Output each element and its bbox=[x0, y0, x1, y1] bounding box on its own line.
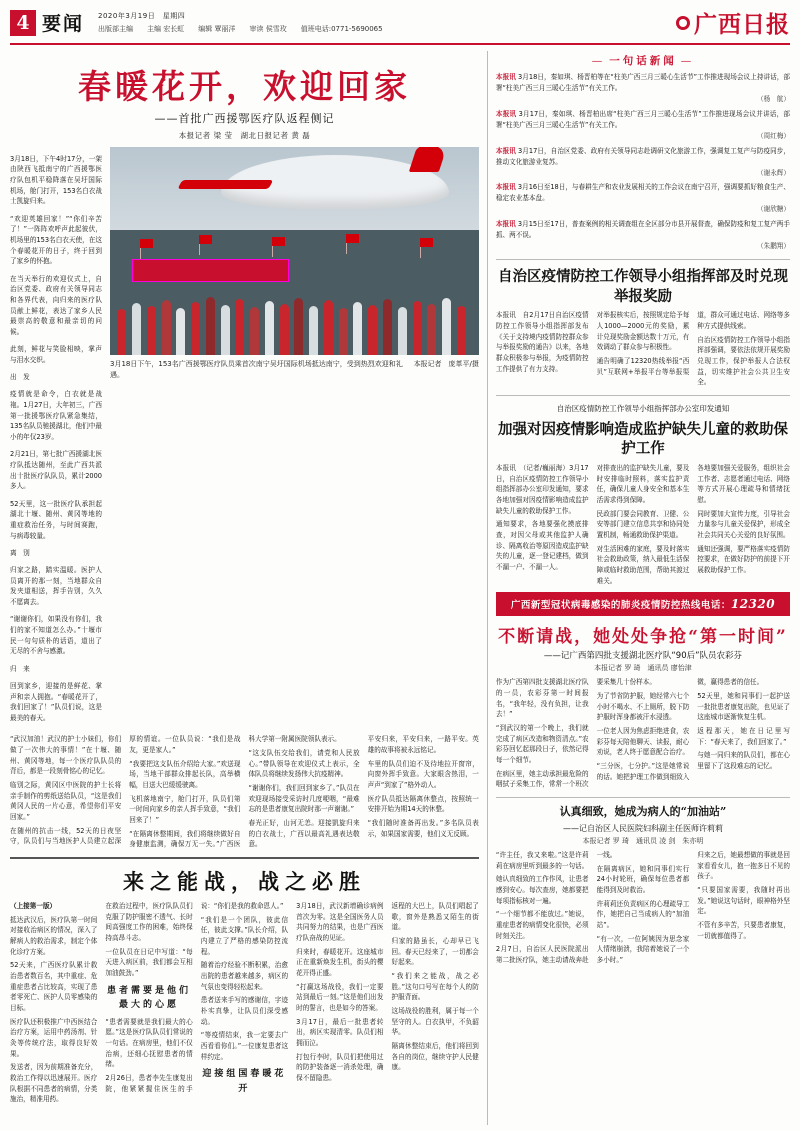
lead-col-paragraph: 飞机落地南宁，舱门打开，队员们第一时间向家乡的亲人挥手致意，“我们回来了！” bbox=[129, 794, 241, 824]
brief-item bbox=[496, 146, 790, 179]
mid-subhead-a: 患者需要是他们最大的心愿 bbox=[107, 985, 192, 1011]
lead-body-columns bbox=[10, 734, 479, 850]
article4-title: 认真细致，她成为病人的“加油站” bbox=[559, 805, 727, 819]
article4-subtitle: ——记自治区人民医院妇科副主任医师许莉莉 bbox=[562, 823, 723, 833]
lead-intro-text bbox=[10, 147, 102, 730]
article4-paragraph: 她认真细致的工作作风，让患者感到安心。每次查房，她都要把每项指标核对一遍。 bbox=[495, 875, 589, 905]
lead-col-paragraph: “在隔离休整期间，我们将继续做好自身健康监测，确保万无一失。”广西医科大学第一附属医院领队表示。 bbox=[129, 735, 341, 849]
brief-sign: （杨 航） bbox=[757, 94, 790, 103]
mid-paragraph: “患者需要就是我们最大的心愿。”这是医疗队队员们常说的一句话。在病房里，他们不仅治病，还细心抚慰患者的情绪。 bbox=[105, 1017, 193, 1069]
article2-paragraph: 民政部门要会同教育、卫健、公安等部门建立信息共享和协同处置机制，畅通救助保护渠道。 bbox=[596, 509, 690, 540]
mid-col-paragraph: “我们是一个团队，彼此信任，彼此支撑。”队长介绍，队内建立了严格的感染防控流程。 bbox=[200, 915, 289, 956]
article2-paragraph: 同时要加大宣传力度，引导社会力量参与儿童关爱保护，形成全社会共同关心关爱的良好氛围。 bbox=[697, 509, 790, 540]
mid-paragraph: 3月18日，武汉新增确诊病例首次为零。这是全国医务人员共同努力的结果，也是广西医疗队奋战的见证。 bbox=[296, 901, 384, 942]
flag-icon bbox=[420, 238, 433, 247]
brief-sign: （朱鹏翔） bbox=[757, 242, 790, 251]
mid-col-paragraph: 发送者，因为前期准备充分，救治工作得以迅速展开。医疗队根据不同患者的病情，分类施治，精准用药。 bbox=[10, 1063, 98, 1104]
photo-credit: 本报记者 庞革平/摄 bbox=[413, 360, 479, 368]
lead-byline: 本报记者 梁 莹 湖北日报记者 黄 磊 bbox=[178, 131, 311, 140]
lead-paragraph: 此刻，鲜花与笑脸相映，掌声与泪水交织。 bbox=[10, 345, 102, 364]
article4-paragraph: “许主任，我又来啦。”这是许莉莉在病房里听到最多的一句话。 bbox=[495, 850, 589, 870]
lead-col-paragraph: “武汉加油！武汉的护士小妹们，你们做了一次伟大的事情！”在十堰、随州、黄冈等地，每一个医疗队队员的背后，都是一段刻骨铭心的记忆。 bbox=[10, 735, 122, 776]
flag-icon bbox=[199, 235, 212, 244]
article3-byline: 本报记者 罗 琦 通讯员 廖怡津 bbox=[594, 664, 692, 673]
divider bbox=[496, 395, 790, 396]
brief-sign: （谢欣糖） bbox=[757, 205, 790, 214]
masthead-editor-4: 审读 侯雪玫 bbox=[249, 25, 287, 33]
article1-paragraph: 通告明确了12320热线举报“西贝”互联网+举报平台等举报渠道，群众可通过电话、网络等多种方式提供线索。 bbox=[596, 311, 790, 376]
article3-paragraph: 52天里，她和同事们一起护送一批批患者康复出院，也见证了这座城市逐渐恢复生机。 bbox=[697, 692, 790, 722]
lead-paragraph: 疫情就是命令，白衣就是战袍。1月27日，大年初三，广西第一批援鄂医疗队紧急集结，135名队员驰援湖北，他们中最小的年仅23岁。 bbox=[10, 390, 102, 442]
article4-paragraph: 许莉莉还负责病区的心理疏导工作，她把自己当成病人的“加油站”。 bbox=[596, 899, 690, 929]
logo-mark-icon bbox=[676, 16, 690, 30]
lead-col-paragraph: 临别之际，黄冈区中医院的护士长将亲手制作的剪纸送给队员，“这是我们黄冈人民的一片心意，希望你们平安回家。” bbox=[10, 780, 122, 821]
article1-title: 自治区疫情防控工作领导小组指挥部及时兑现举报奖励 bbox=[497, 268, 788, 305]
mid-col-paragraph: 返程的大巴上，队员们唱起了歌，窗外是熟悉又陌生的街道。 bbox=[391, 901, 479, 932]
mid-col-paragraph: 隔离休整结束后，他们将回到各自的岗位，继续守护人民健康。 bbox=[391, 1042, 479, 1072]
article3-paragraph: 在病区里，她主动承担最危险的咽拭子采集工作，常常一个班次要采集几十份样本。 bbox=[495, 678, 656, 789]
masthead-editor-2: 主编 宏长虹 bbox=[147, 25, 185, 33]
mid-col-paragraph: 患者送来手写的感谢信，字迹朴实真挚，让队员们深受感动。 bbox=[200, 996, 289, 1026]
mid-col-paragraph: 一位队员在日记中写道：“每天进入病区前，我们都会互相加油鼓劲。” bbox=[105, 947, 193, 977]
article3-paragraph: “到武汉的第一个晚上，我们就完成了病区改造和物资清点。”农彩芬回忆起那段日子，依然记得每一个细节。 bbox=[495, 724, 589, 765]
article1-body bbox=[496, 310, 790, 388]
photo-caption-text: 3月18日下午，153名广西援鄂医疗队员乘首次南宁吴圩国际机场抵达南宁，受到热烈欢迎和礼遇。 bbox=[110, 360, 403, 380]
article4-body bbox=[496, 850, 790, 966]
article4-paragraph: “有一次，一位阿姨因为思念家人情绪崩溃，我陪着她说了一个多小时。” bbox=[596, 934, 690, 965]
right-column bbox=[487, 51, 790, 1125]
masthead bbox=[10, 6, 790, 45]
brief-text: 3月17日，自治区党委、政府有关领导同志赴调研文化旅游工作，强调复工复产与防疫同步，推动文化旅游业复苏。 bbox=[495, 146, 790, 166]
publication-date: 2020年3月19日 星期四 bbox=[98, 11, 186, 20]
masthead-meta bbox=[98, 11, 383, 35]
lead-col-paragraph: “这支队伍交给我们，请党和人民放心。”带队领导在欢迎仪式上表示，全体队员将继续发扬伟大抗疫精神。 bbox=[248, 748, 360, 779]
article2-kicker: 自治区疫情防控工作领导小组指挥部办公室印发通知 bbox=[556, 403, 730, 413]
lead-photo bbox=[110, 147, 479, 355]
page-number: 4 bbox=[10, 10, 36, 36]
mid-body-columns bbox=[10, 901, 479, 1105]
brief-label: 本报讯 bbox=[495, 220, 516, 229]
mid-paragraph: 52天来，广西医疗队累计救治患者数百名，其中重症、危重症患者占比较高，实现了患者零死亡、医护人员零感染的目标。 bbox=[10, 961, 98, 1012]
section-divider bbox=[10, 857, 479, 859]
photo-crowd bbox=[110, 243, 479, 355]
brief-label: 本报讯 bbox=[495, 183, 516, 192]
lead-paragraph: 3月18日，下午4时17分，一架由陕西飞抵南宁的广西援鄂医疗队包机平稳降落在吴圩国际机场，舱门打开，153名白衣战士凯旋归来。 bbox=[10, 154, 102, 206]
brief-item bbox=[496, 182, 790, 215]
article4-byline: 本报记者 罗 琦 通讯员 凌 剑 朱亦明 bbox=[582, 836, 704, 845]
lead-paragraph: 52天里，这一批医疗队承担起湖北十堰、随州、黄冈等地的重症救治任务，与时间赛跑，与病毒较量。 bbox=[10, 499, 102, 540]
mid-col-paragraph: 这场战役的胜利，属于每一个坚守的人。白衣执甲，不负韶华。 bbox=[391, 1006, 479, 1037]
article2-paragraph: 通知要求，各地要强化摸底排查，对因父母或其他监护人确诊、隔离收治等原因造成监护缺失的儿童，逐一登记建档，做到不漏一户、不漏一人。 bbox=[495, 520, 589, 572]
article3-paragraph: 返程那天，她在日记里写下：“春天来了，我们回家了。” bbox=[697, 727, 790, 746]
lead-paragraph: 2月21日，第七批广西援湖北医疗队抵达随州，至此广西共派出十批医疗队队员，累计2000多人。 bbox=[10, 450, 102, 491]
paper-name: 广西日报 bbox=[694, 11, 790, 38]
mid-col-paragraph: 随着治疗经验不断积累，治愈出院的患者越来越多，病区的气氛也变得轻松起来。 bbox=[200, 961, 289, 991]
article1-paragraph: 对举报核实后，按照规定给予每人1000—2000元的奖励，累计兑现奖励金额达数十万元，有效调动了群众参与积极性。 bbox=[596, 311, 690, 352]
lead-col-paragraph: 车里的队员们迫不及待地拉开窗帘，向窗外挥手致意。大家眼含热泪，一声声“到家了”格外动人。 bbox=[367, 759, 479, 789]
hotline-banner bbox=[496, 592, 790, 616]
article4-paragraph: “一个细节都不能放过。”她说，重症患者的病情变化很快，必须时刻关注。 bbox=[495, 910, 589, 940]
article2-title: 加强对因疫情影响造成监护缺失儿童的救助保护工作 bbox=[497, 420, 788, 458]
mid-col-paragraph: 3月17日，最后一批患者转出，病区实现清零。队员们相拥而泣。 bbox=[296, 1017, 384, 1047]
brief-item bbox=[496, 219, 790, 252]
article4-paragraph: 2月7日，自治区人民医院派出第二批医疗队，她主动请战奔赴一线。 bbox=[495, 850, 617, 965]
divider bbox=[496, 797, 790, 798]
lead-col-paragraph: 医疗队员抵达隔离休整点，按照统一安排开始为期14天的休整。 bbox=[367, 794, 479, 814]
article2-paragraph: 对排查出的监护缺失儿童，要及时安排临时照料，落实监护责任，确保儿童人身安全和基本生活需求得到保障。 bbox=[596, 464, 690, 505]
article2-paragraph: 对生活困难的家庭，要及时落实社会救助政策，纳入最低生活保障或临时救助范围，帮助其渡过难关。 bbox=[596, 544, 690, 585]
lead-subhead: 出 发 bbox=[10, 373, 30, 382]
lead-subhead: 离 别 bbox=[10, 548, 30, 557]
lead-subheadline: ——首批广西援鄂医疗队返程侧记 bbox=[154, 112, 335, 125]
brief-label: 本报讯 bbox=[495, 73, 516, 81]
article3-body bbox=[496, 677, 790, 790]
mid-headline: 来之能战，战之必胜 bbox=[122, 868, 366, 894]
brief-item bbox=[496, 72, 790, 105]
brief-text: 3月15日至17日，普查案例的相关调查组在全区部分市县开展督查，确保防疫和复工复产两手抓、两不误。 bbox=[495, 220, 790, 240]
section-title: 要闻 bbox=[42, 13, 85, 35]
mid-paragraph: 归来时，春暖花开。这座城市正在重新焕发生机，街头的樱花开得正盛。 bbox=[296, 947, 384, 977]
article1-paragraph: 本报讯 自2月17日自治区疫情防控工作领导小组指挥部发布《关于支持境内疫情防控群众参与举报奖励的通告》以来，各地群众积极参与举报，为疫情防控工作提供了有力支持。 bbox=[495, 311, 589, 373]
article3-paragraph: 一位老人因为焦虑拒绝进食，农彩芬每天陪他聊天、读报，耐心劝说，老人终于愿意配合治疗。 bbox=[596, 727, 690, 757]
continued-label: （上接第一版） bbox=[10, 901, 57, 910]
brief-text: 3月16日至18日，与春耕生产和农业发展相关的工作会议在南宁召开，强调要抓好粮食生产、稳定农业基本盘。 bbox=[495, 183, 790, 203]
mid-col-paragraph: 打包行李时，队员们把使用过的防护装备逐一消杀处理，确保不留隐患。 bbox=[296, 1052, 384, 1083]
mid-col-paragraph: 归家的路虽长，心却早已飞回。春天已经来了，一切都会好起来。 bbox=[391, 936, 479, 967]
lead-photo-caption bbox=[110, 359, 479, 381]
masthead-phone: 值班电话:0771-5690065 bbox=[300, 25, 383, 33]
mid-col-paragraph: “我们来之能战，战之必胜。”这句口号写在每个人的防护服背面。 bbox=[391, 971, 479, 1002]
hotline-text: 广西新型冠状病毒感染的肺炎疫情防控热线电话： bbox=[510, 600, 731, 612]
lead-col-paragraph: “我们随时准备再出发。”多名队员表示，如果国家需要，他们义无反顾。 bbox=[367, 818, 479, 838]
article3-title: 不断请战，她处处争抢“第一时间” bbox=[498, 627, 788, 648]
mid-col-paragraph: “等疫情结束，我一定要去广西看看你们。”一位康复患者这样约定。 bbox=[200, 1031, 289, 1061]
mid-paragraph: 医疗队还积极推广中西医结合治疗方案，运用中药汤剂、针灸等传统疗法，取得良好效果。 bbox=[10, 1017, 98, 1058]
briefs-title: — 一句话新闻 — bbox=[496, 53, 790, 68]
article4-paragraph: 在隔离病区，她和同事们实行24小时轮班，确保每位患者都能得到及时救治。 bbox=[596, 864, 690, 894]
article2-paragraph: 各地要加强关爱服务，组织社会工作者、志愿者通过电话、网络等方式开展心理疏导和情绪抚慰。 bbox=[697, 464, 790, 505]
paper-logo bbox=[676, 6, 790, 39]
article2-paragraph: 通知还强调，要严格落实疫情防控要求，在做好防护的前提下开展救助保护工作。 bbox=[697, 544, 790, 575]
brief-sign: （周红梅） bbox=[757, 131, 790, 140]
article3-subtitle: ——记广西第四批支援湖北医疗队“90后”队员农彩芬 bbox=[543, 651, 743, 662]
lead-paragraph: 回到家乡，迎接的是鲜花、掌声和亲人拥抱。“春暖花开了，我们回家了！”队员们说，这是最美的春天。 bbox=[10, 681, 102, 722]
brief-text: 3月17日，秦如琪、杨晋柏出席“柱美广西三月三暖心生活节”工作推进现场会议并讲话，部署“柱美广西三月三暖心生活节”有关工作。 bbox=[495, 109, 790, 129]
masthead-editor-1: 出版部主编 bbox=[98, 25, 134, 33]
lead-col-paragraph: 平安归来，平安归来，一路平安。英雄的故事将被永远铭记。 bbox=[367, 735, 479, 754]
article1-paragraph: 自治区疫情防控工作领导小组指挥部强调，要依法依规开展奖励兑现工作，保护举报人合法权益，切实维护社会公共卫生安全。 bbox=[697, 335, 790, 387]
mid-subhead-b: 迎接组国春暖花开 bbox=[202, 1069, 287, 1094]
article3-paragraph: “三分医，七分护。”这是她常说的话。她把护理工作做到细致入微，赢得患者的信任。 bbox=[596, 678, 764, 781]
lead-subhead: 归 来 bbox=[10, 664, 30, 673]
mid-paragraph: “打赢这场战役，我们一定要站到最后一刻。”这是他们出发时的誓言，也是如今的答案。 bbox=[296, 982, 384, 1012]
lead-col-paragraph: 在随州的抗击一线，52天的日夜坚守，队员们与当地医护人员建立起深厚的情谊。一位队员说：“我们是战友，更是家人。” bbox=[10, 735, 241, 846]
flag-icon bbox=[140, 239, 153, 248]
brief-label: 本报讯 bbox=[495, 146, 516, 155]
lead-paragraph: “谢谢你们，如果没有你们，我们的家不知道怎么办。”十堰市民一句句质朴的话语，道出了无尽的不舍与感激。 bbox=[10, 615, 102, 656]
mid-paragraph: 抵达武汉后，医疗队第一时间对接收治病区的情况，深入了解病人的救治需求，制定个体化诊疗方案。 bbox=[10, 915, 98, 956]
mid-col-paragraph: 在救治过程中，医疗队队员们克服了防护服密不透气、长时间高强度工作的困难，始终保持高昂斗志。 bbox=[105, 901, 193, 942]
mid-paragraph: 2月26日，患者李先生康复出院，他紧紧握住医生的手说：“你们是我的救命恩人。” bbox=[105, 901, 284, 1093]
lead-col-paragraph: “谢谢你们，我们回到家乡了。”队员在欢迎现场接受采访时几度哽咽，“最难忘的是患者康复出院时那一声谢谢。” bbox=[248, 783, 360, 814]
flag-icon bbox=[346, 234, 359, 243]
article3-paragraph: 作为广西第四批支援湖北医疗队的一员，农彩芬第一时间报名，“我年轻，没有负担，让我去！” bbox=[495, 678, 589, 719]
hotline-number: 12320 bbox=[730, 597, 776, 612]
flag-icon bbox=[272, 237, 285, 246]
brief-item bbox=[496, 109, 790, 142]
article4-paragraph: 归来之后，她最想做的事就是回家看看女儿，抱一抱多日不见的孩子。 bbox=[697, 850, 790, 881]
lead-paragraph: 归家之路，踏实温暖。医护人员离开的那一刻，当地群众自发夹道相送，挥手告别，久久不愿离去。 bbox=[10, 566, 102, 607]
lead-paragraph: “欢迎英雄回家！”“你们辛苦了！”一阵阵欢呼声此起彼伏，机场里的153名白衣天使，在这个春暖花开的日子，终于回到了家乡的怀抱。 bbox=[10, 214, 102, 266]
brief-label: 本报讯 bbox=[495, 109, 517, 118]
article4-paragraph: “只要国家需要，我随时再出发。”她说这句话时，眼神格外坚定。 bbox=[697, 885, 790, 916]
briefs-list bbox=[496, 72, 790, 252]
lead-col-paragraph: “我要把这支队伍介绍给大家。”欢送现场，当地干部群众排起长队，高举横幅，目送大巴缓缓驶离。 bbox=[129, 759, 241, 789]
article2-paragraph: 本报讯 （记者/巍丽海）3月17日，自治区疫情防控工作领导小组指挥部办公室印发通知，要求各地加强对因疫情影响造成监护缺失儿童的救助保护工作。 bbox=[495, 464, 589, 515]
article2-body bbox=[496, 463, 790, 586]
article4-paragraph: 不管有多辛苦，只要患者康复，一切就都值得了。 bbox=[697, 921, 790, 940]
left-column bbox=[10, 51, 479, 1125]
lead-col-paragraph: 春光正好，山河无恙。迎接凱旋归来的白衣战士，广西以最高礼遇表达敬意。 bbox=[248, 818, 360, 849]
masthead-editor-3: 编辑 覃丽洋 bbox=[198, 25, 236, 33]
brief-sign: （谢永辉） bbox=[757, 168, 790, 177]
lead-paragraph: 在当天举行的欢迎仪式上，自治区党委、政府有关领导同志和各界代表，向归来的医疗队员献上鲜花，表达了家乡人民最崇高的敬意和最亲切的问候。 bbox=[10, 274, 102, 336]
lead-headline: 春暖花开，欢迎回家 bbox=[77, 67, 411, 106]
article3-paragraph: 与她一同归来的队员们，都在心里留下了这段难忘的记忆。 bbox=[697, 751, 790, 771]
article3-paragraph: 为了节省防护服，她经常六七个小时不喝水、不上厕所，脱下防护服时浑身都被汗水浸透。 bbox=[596, 692, 690, 722]
brief-text: 3月18日，秦如琪、杨晋柏等在“柱美广西三月三暖心生活节”工作推进现场会议上持讲话，部署“柱美广西三月三暖心生活节”有关工作。 bbox=[495, 73, 791, 92]
divider bbox=[496, 259, 790, 260]
